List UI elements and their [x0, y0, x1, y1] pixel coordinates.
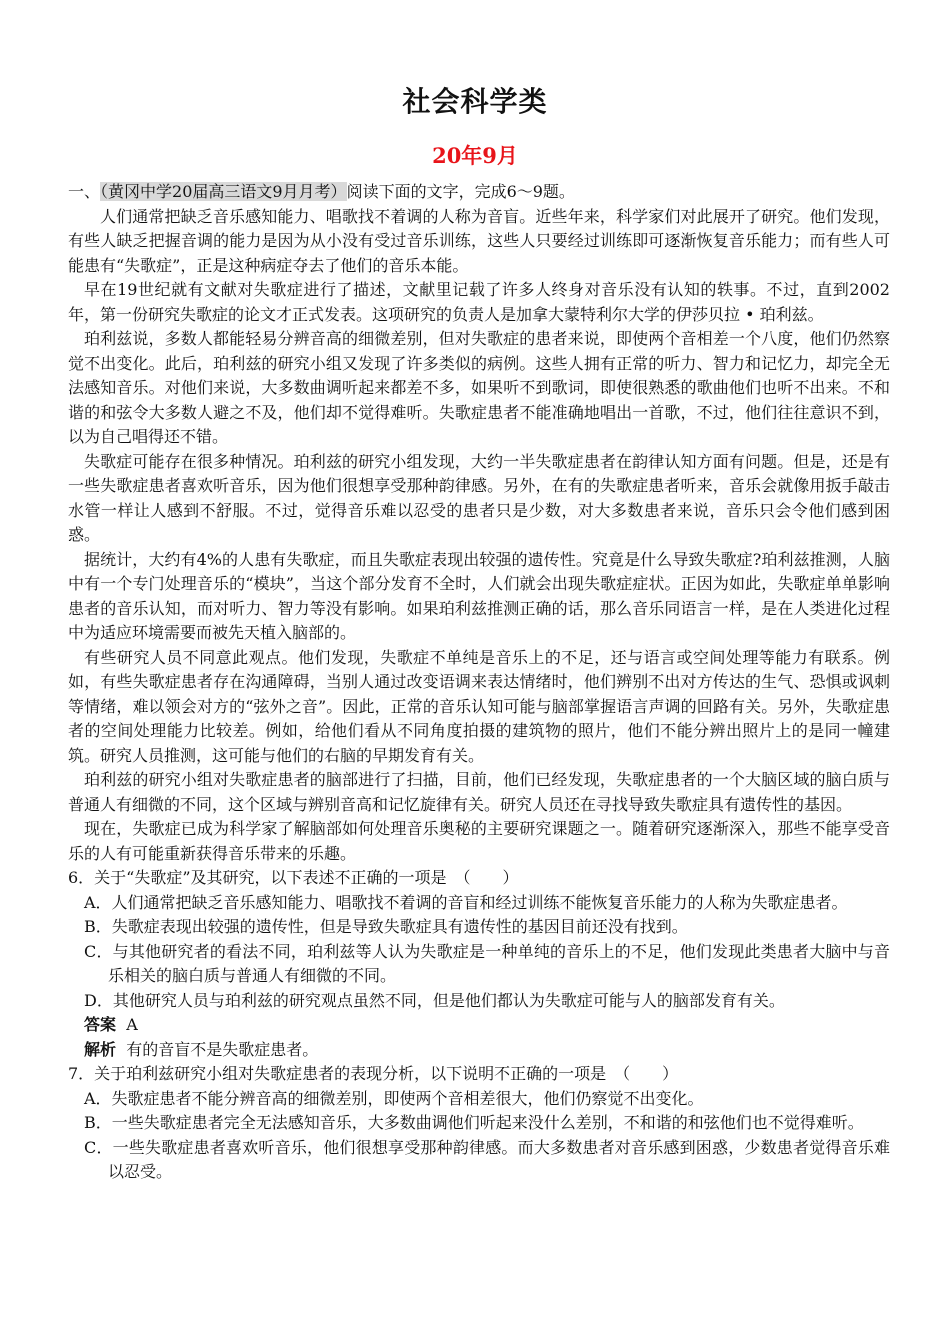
question-7-stem: 7．关于珀利兹研究小组对失歌症患者的表现分析，以下说明不正确的一项是 （ ） [68, 1064, 679, 1083]
passage-paragraph-8: 现在，失歌症已成为科学家了解脑部如何处理音乐奥秘的主要研究课题之一。随着研究逐渐深入，那些不能享受音乐的人有可能重新获得音乐带来的乐趣。 [68, 819, 890, 863]
document-body [68, 180, 890, 1185]
answer-label: 答案 [84, 1015, 117, 1034]
question-6-analysis [68, 1038, 890, 1063]
question-6-answer [68, 1013, 890, 1038]
question-6-option-d: D．其他研究人员与珀利兹的研究观点虽然不同，但是他们都认为失歌症可能与人的脑部发育有关。 [84, 990, 785, 1010]
source-highlight: （黄冈中学20届高三语文9月月考） [100, 182, 347, 201]
question-7-option-a: A．失歌症患者不能分辨音高的细微差别，即使两个音相差很大，他们仍察觉不出变化。 [84, 1088, 704, 1108]
passage-paragraph-5: 据统计，大约有4%的人患有失歌症，而且失歌症表现出较强的遗传性。究竟是什么导致失歌症?珀利兹推测，人脑中有一个专门处理音乐的“模块”，当这个部分发育不全时，人们就会出现失歌症症状。正因为如此，失歌症单单影响患者的音乐认知，而对听力、智力等没有影响。如果珀利兹推测正确的话，那么音乐同语言一样，是在人类进化过程中为适应环境需要而被先天植入脑部的。 [68, 549, 890, 642]
question-6-stem: 6．关于“失歌症”及其研究，以下表述不正确的一项是 （ ） [68, 868, 519, 887]
intro-line [68, 180, 890, 205]
passage-paragraph-3: 珀利兹说，多数人都能轻易分辨音高的细微差别，但对失歌症的患者来说，即使两个音相差一个八度，他们仍然察觉不出变化。此后，珀利兹的研究小组又发现了许多类似的病例。这些人拥有正常的听力、智力和记忆力，却完全无法感知音乐。对他们来说，大多数曲调听起来都差不多，如果听不到歌词，即使很熟悉的歌曲他们也听不出来。不和谐的和弦令大多数人避之不及，他们却不觉得难听。失歌症患者不能准确地唱出一首歌，不过，他们往往意识不到，以为自己唱得还不错。 [68, 329, 890, 446]
answer-value: A [126, 1015, 138, 1034]
passage-paragraph-2: 早在19世纪就有文献对失歌症进行了描述，文献里记载了许多人终身对音乐没有认知的轶事。不过，直到2002年，第一份研究失歌症的论文才正式发表。这项研究的负责人是加拿大蒙特利尔大学的伊莎贝拉 • 珀利兹。 [68, 280, 890, 324]
analysis-text: 有的音盲不是失歌症患者。 [126, 1039, 319, 1059]
passage-paragraph-1: 人们通常把缺乏音乐感知能力、唱歌找不着调的人称为音盲。近些年来，科学家们对此展开了研究。他们发现，有些人缺乏把握音调的能力是因为从小没有受过音乐训练，这些人只要经过训练即可逐渐恢复音乐能力；而有些人可能患有“失歌症”，正是这种病症夺去了他们的音乐本能。 [68, 206, 890, 275]
analysis-label: 解析 [84, 1039, 117, 1059]
passage-paragraph-6: 有些研究人员不同意此观点。他们发现，失歌症不单纯是音乐上的不足，还与语言或空间处理等能力有联系。例如，有些失歌症患者存在沟通障碍，当别人通过改变语调来表达情绪时，他们辨别不出对方传达的生气、恐惧或讽刺等情绪，难以领会对方的“弦外之音”。因此，正常的音乐认知可能与脑部掌握语言声调的回路有关。另外，失歌症患者的空间处理能力比较差。例如，给他们看从不同角度拍摄的建筑物的照片，他们不能分辨出照片上的是同一幢建筑。研究人员推测，这可能与他们的右脑的早期发育有关。 [68, 647, 890, 765]
question-7-option-c: C．一些失歌症患者喜欢听音乐，他们很想享受那种韵律感。而大多数患者对音乐感到困惑，少数患者觉得音乐难以忍受。 [84, 1137, 890, 1181]
passage-paragraph-7: 珀利兹的研究小组对失歌症患者的脑部进行了扫描，目前，他们已经发现，失歌症患者的一个大脑区域的脑白质与普通人有细微的不同，这个区域与辨别音高和记忆旋律有关。研究人员还在寻找导致失歌症具有遗传性的基因。 [68, 770, 890, 814]
instruction-text: 阅读下面的文字，完成6～9题。 [346, 182, 575, 201]
passage-paragraph-4: 失歌症可能存在很多种情况。珀利兹的研究小组发现，大约一半失歌症患者在韵律认知方面有问题。但是，还是有一些失歌症患者喜欢听音乐，因为他们很想享受那种韵律感。另外，在有的失歌症患者听来，音乐会就像用扳手敲击水管一样让人感到不舒服。不过，觉得音乐难以忍受的患者只是少数，对大多数患者来说，音乐只会令他们感到困惑。 [68, 451, 890, 544]
page-title: 社会科学类 [402, 85, 548, 118]
question-7-option-b: B．一些失歌症患者完全无法感知音乐，大多数曲调他们听起来没什么差别，不和谐的和弦他们也不觉得难听。 [84, 1113, 864, 1132]
question-6-option-c: C．与其他研究者的看法不同，珀利兹等人认为失歌症是一种单纯的音乐上的不足，他们发现此类患者大脑中与音乐相关的脑白质与普通人有细微的不同。 [84, 941, 890, 985]
page-subtitle-date: 20年9月 [432, 143, 518, 168]
section-number: 一、 [68, 182, 101, 201]
question-6-option-b: B．失歌症表现出较强的遗传性，但是导致失歌症具有遗传性的基因目前还没有找到。 [84, 917, 688, 936]
question-6-option-a: A．人们通常把缺乏音乐感知能力、唱歌找不着调的音盲和经过训练不能恢复音乐能力的人称为失歌症患者。 [84, 892, 848, 912]
